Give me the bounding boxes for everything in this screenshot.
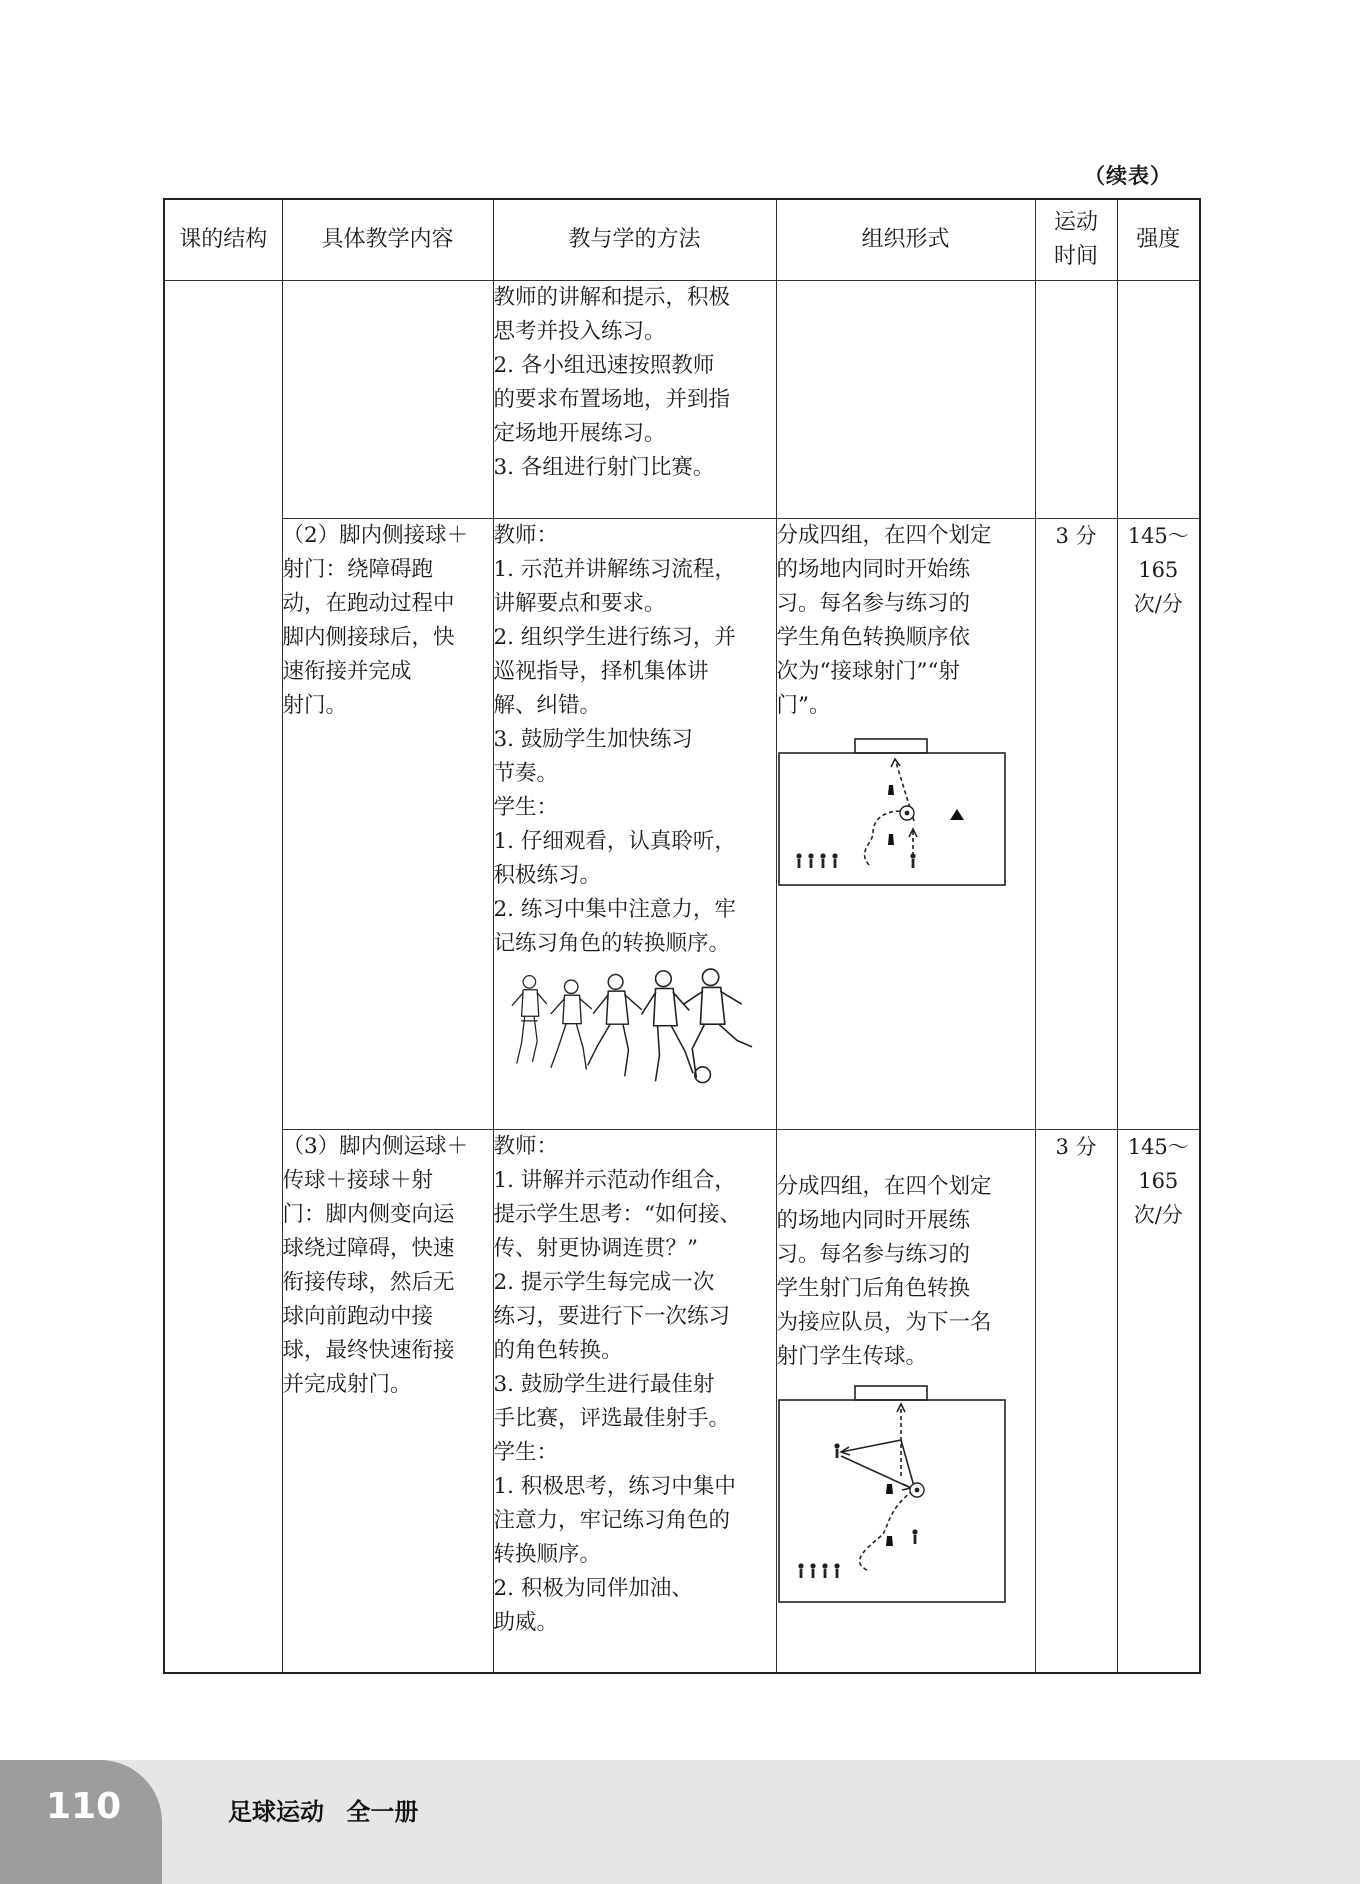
cone-icon [950,809,964,820]
player-figure [641,971,710,1083]
text-line: 手比赛，评选最佳射手。 [493,1406,731,1431]
text-line: 学生： [493,795,559,820]
text-line: 积极练习。 [493,863,602,888]
content-cell-empty [282,281,493,519]
player-marker-icon [796,853,801,868]
intensity-cell [1117,519,1200,1130]
intensity-cell [1117,281,1200,519]
content-cell [282,519,493,1130]
player-marker-icon [834,1563,839,1578]
text-line: 助威。 [493,1610,559,1635]
pass-line [901,1440,915,1490]
intensity-line: 次/分 [1133,1203,1183,1227]
table-row [164,1130,1200,1673]
intensity-line: 145～ [1127,1135,1189,1159]
cone-icon [888,785,894,795]
text-line: 1. 讲解并示范动作组合， [493,1168,736,1193]
pass-arrow-head [891,759,900,767]
text-line: 教师： [493,523,559,548]
text-line: 3. 各组进行射门比赛。 [493,455,715,480]
intensity-line: 165 [1138,558,1179,582]
header-method: 教与学的方法 [493,199,776,281]
header-organization: 组织形式 [776,199,1035,281]
text-line: 球绕过障碍，快速 [282,1236,455,1261]
cone-icon [888,834,894,845]
player-marker-icon [832,853,837,868]
continued-label: （续表） [1084,164,1172,188]
page-number: 110 [46,1786,122,1827]
text-line: 讲解要点和要求。 [493,591,666,616]
organization-cell [776,281,1035,519]
player-marker-icon [910,853,915,868]
text-line: 球向前跑动中接 [282,1304,434,1329]
text-line: 分成四组，在四个划定 [776,523,992,548]
time-value: 3 分 [1055,524,1097,548]
intensity-line: 次/分 [1133,592,1183,616]
table-row [164,519,1200,1130]
text-line: 3. 鼓励学生进行最佳射 [493,1372,715,1397]
text-line: 为接应队员，为下一名 [776,1310,992,1335]
table-row [164,281,1200,519]
intensity-cell [1117,1130,1200,1673]
player-marker-icon [798,1563,803,1578]
time-cell [1035,519,1117,1130]
header-structure: 课的结构 [164,199,282,281]
run-path [864,811,900,865]
text-line: 并完成射门。 [282,1372,412,1397]
text-line: （3）脚内侧运球＋ [282,1134,469,1159]
book-title: 足球运动 全一册 [228,1798,419,1826]
text-line: 2. 提示学生每完成一次 [493,1270,715,1295]
text-line: 的角色转换。 [493,1338,623,1363]
content-cell [282,1130,493,1673]
organization-cell [776,519,1035,1130]
text-line: 动，在跑动过程中 [282,591,455,616]
text-line: 记练习角色的转换顺序。 [493,931,731,956]
text-line: 解、纠错。 [493,693,602,718]
text-line: 练习，要进行下一次练习 [493,1304,731,1329]
table-header-row [164,199,1200,281]
text-line: 射门。 [282,693,348,718]
header-time-line1: 运动 [1053,210,1098,235]
text-line: 学生： [493,1440,559,1465]
text-line: 转换顺序。 [493,1542,602,1567]
text-line: 1. 仔细观看，认真聆听， [493,829,736,854]
text-line: 定场地开展练习。 [493,421,666,446]
player-marker-icon [912,1529,917,1544]
player-marker-icon [834,1443,839,1458]
method-cell [493,519,776,1130]
header-content: 具体教学内容 [282,199,493,281]
text-line: 教师： [493,1134,559,1159]
text-line: 巡视指导，择机集体讲 [493,659,709,684]
player-figure [588,975,641,1076]
text-line: 速衔接并完成 [282,659,412,684]
time-cell [1035,1130,1117,1673]
header-time [1035,199,1117,281]
text-line: 传、射更协调连贯？” [493,1236,698,1261]
cone-icon [886,1484,893,1494]
text-line: 球，最终快速衔接 [282,1338,455,1363]
time-value: 3 分 [1055,1135,1097,1159]
text-line: 1. 示范并讲解练习流程， [493,557,736,582]
goal [855,739,927,753]
text-line: 射门学生传球。 [776,1344,928,1369]
player-figure [512,976,546,1063]
text-line: 2. 积极为同伴加油、 [493,1576,693,1601]
cone-icon [886,1536,893,1546]
text-line: 2. 练习中集中注意力，牢 [493,897,736,922]
page-footer [0,1760,1360,1884]
time-cell [1035,281,1117,519]
player-marker-icon [808,853,813,868]
text-line: 提示学生思考：“如何接、 [493,1202,741,1227]
text-line: 注意力，牢记练习角色的 [493,1508,731,1533]
text-line: 学生射门后角色转换 [776,1276,971,1301]
text-line: 分成四组，在四个划定 [776,1174,992,1199]
text-line: 的场地内同时开展练 [776,1208,971,1233]
text-line: 衔接传球，然后无 [282,1270,455,1295]
text-line: 射门：绕障碍跑 [282,557,434,582]
intensity-line: 165 [1138,1169,1179,1193]
text-line: 2. 组织学生进行练习，并 [493,625,736,650]
field-diagram [777,733,1009,889]
text-line: 的场地内同时开始练 [776,557,971,582]
header-time-line2: 时间 [1053,244,1098,269]
player-sequence-illustration [484,967,756,1085]
text-line: 1. 积极思考，练习中集中 [493,1474,736,1499]
player-figure [551,980,591,1069]
player-figure [684,969,751,1077]
field-diagram [777,1384,1009,1606]
text-line: 传球＋接球＋射 [282,1168,434,1193]
text-line: 节奏。 [493,761,559,786]
method-cell [493,281,776,519]
player-marker-icon [822,1563,827,1578]
text-line: 思考并投入练习。 [493,319,666,344]
goal [855,1386,927,1400]
text-line: 2. 各小组迅速按照教师 [493,353,715,378]
player-markers [796,853,915,868]
player-marker-icon [820,853,825,868]
method-cell [493,1130,776,1673]
text-line: 3. 鼓励学生加快练习 [493,727,693,752]
text-line: 学生角色转换顺序依 [776,625,971,650]
text-line: 教师的讲解和提示，积极 [493,285,731,310]
player-marker-icon [810,1563,815,1578]
dribble-path [859,1492,910,1570]
organization-cell [776,1130,1035,1673]
intensity-line: 145～ [1127,524,1189,548]
text-line: 次为“接球射门”“射 [776,659,960,684]
text-line: 习。每名参与练习的 [776,591,971,616]
text-line: 脚内侧接球后，快 [282,625,455,650]
text-line: 的要求布置场地，并到指 [493,387,731,412]
text-line: 门：脚内侧变向运 [282,1202,455,1227]
lesson-plan-table [163,198,1201,1674]
header-intensity: 强度 [1117,199,1200,281]
pass-line [841,1440,901,1452]
structure-cell [164,281,282,1673]
text-line: （2）脚内侧接球＋ [282,523,469,548]
text-line: 门”。 [776,693,831,718]
text-line: 习。每名参与练习的 [776,1242,971,1267]
field-boundary [779,753,1005,885]
